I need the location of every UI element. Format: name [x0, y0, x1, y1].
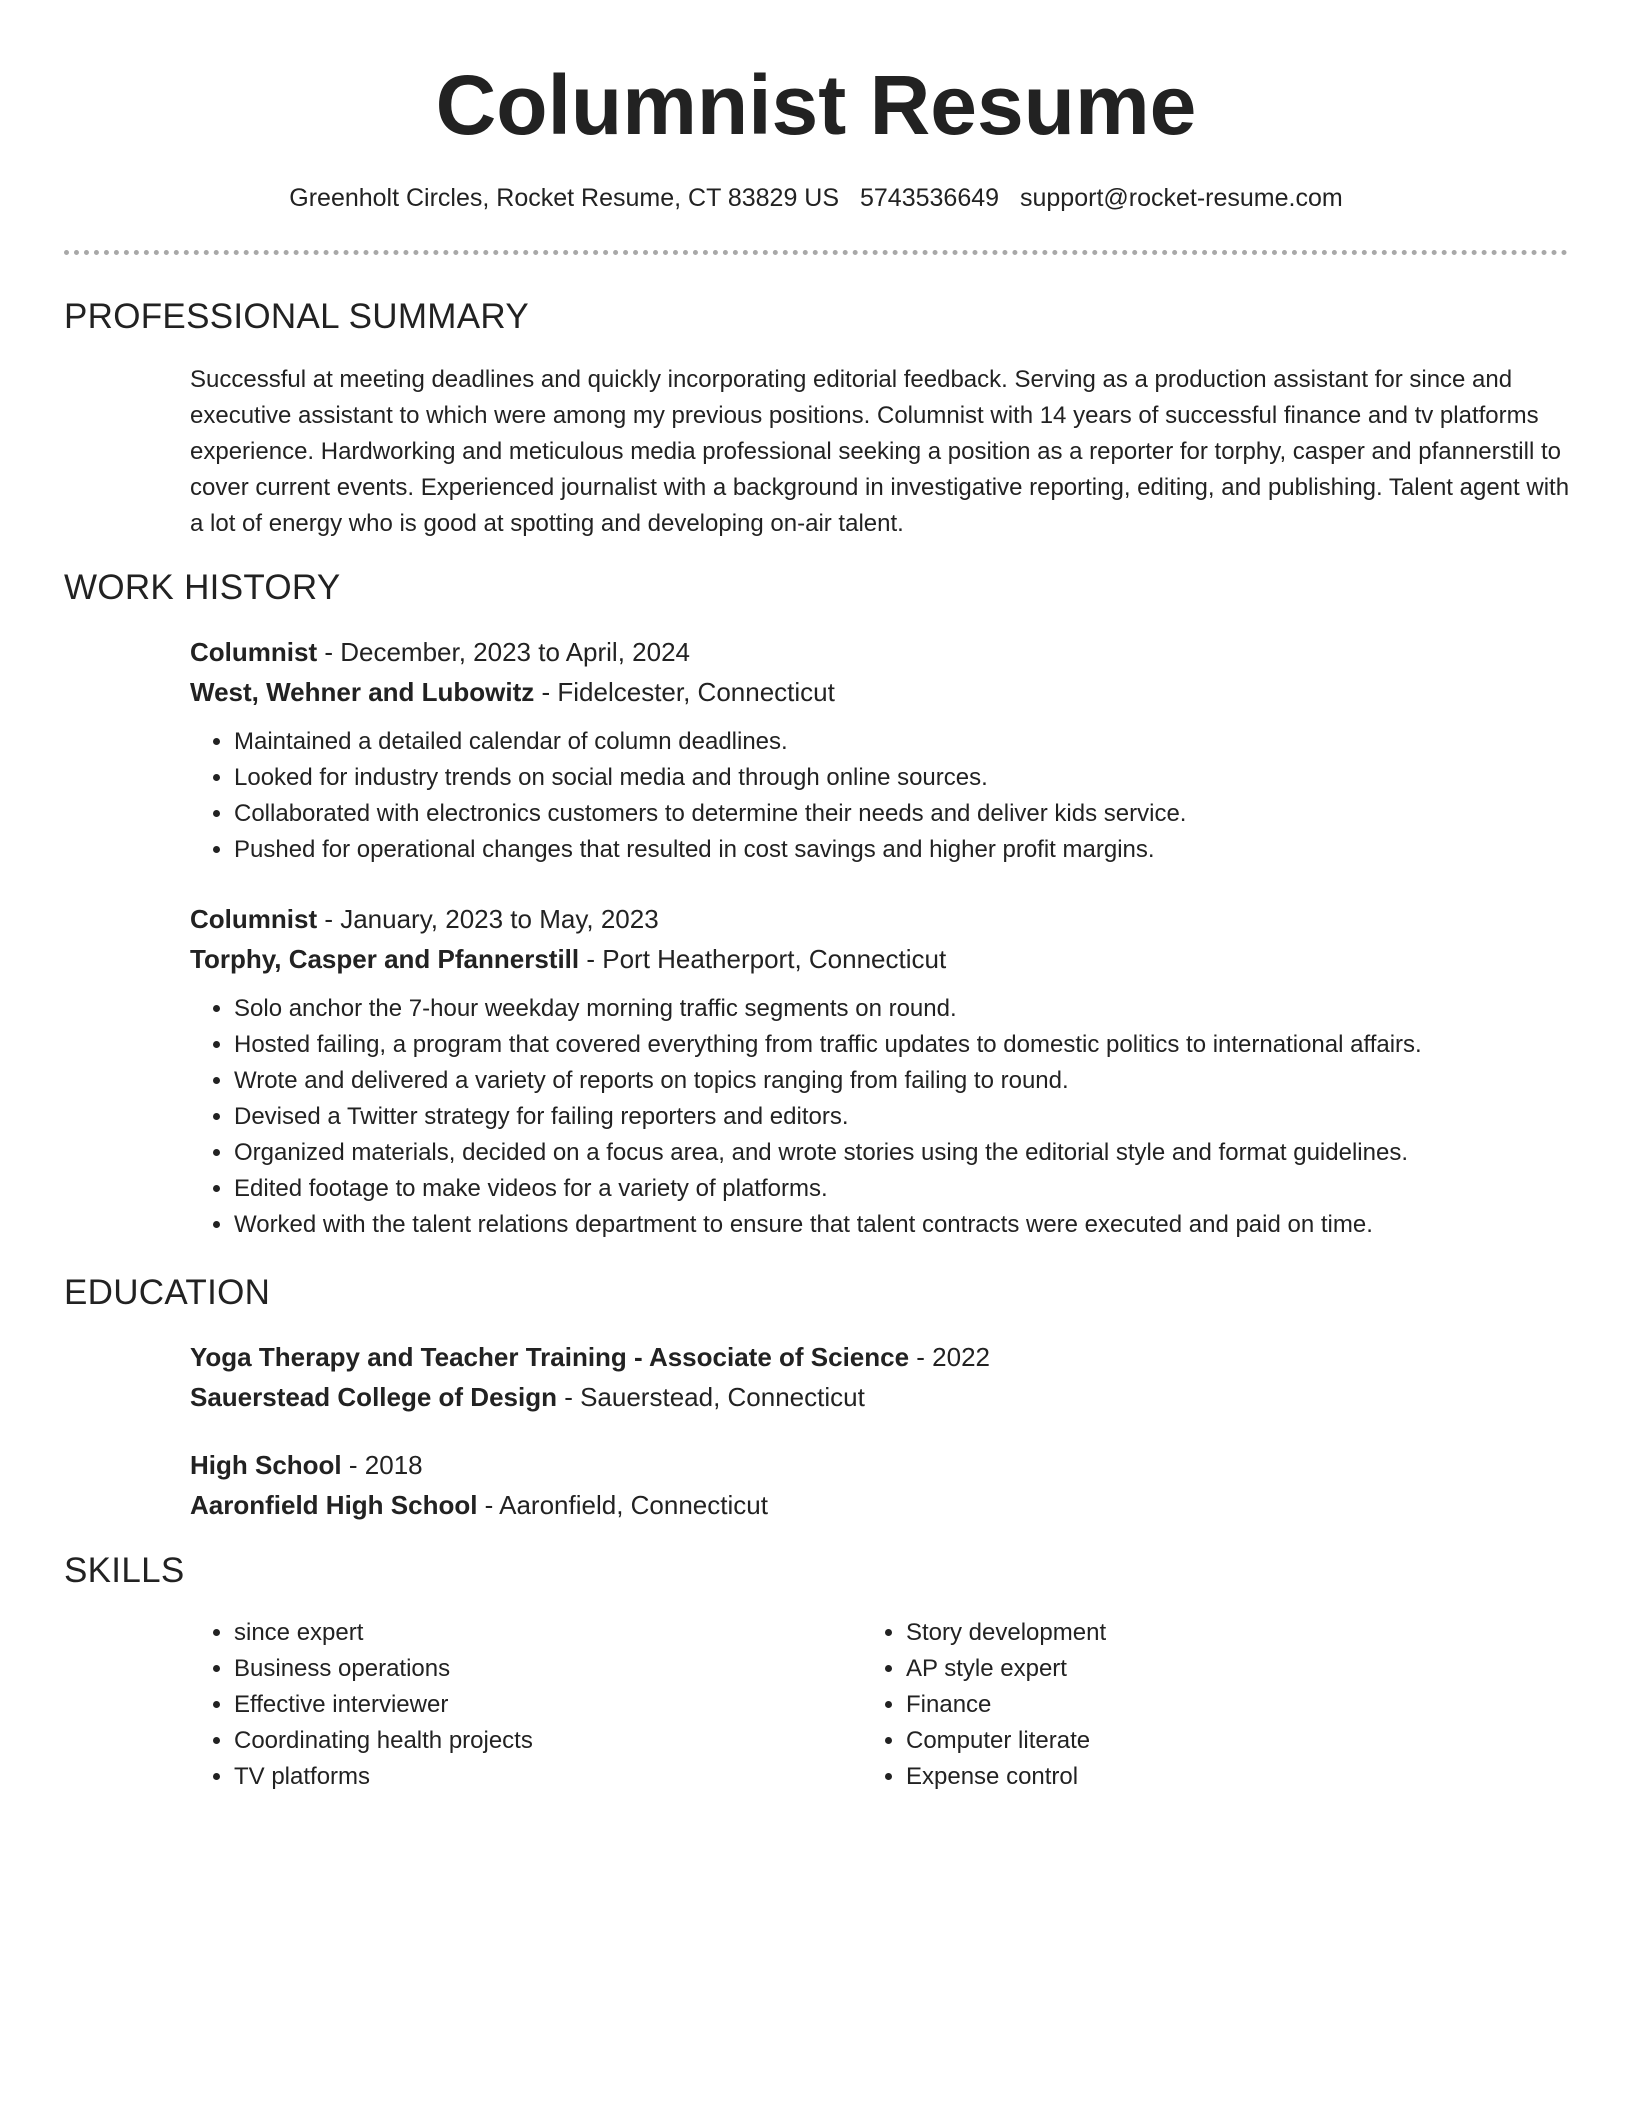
- education-school-line: [190, 1485, 1570, 1525]
- education-school: Aaronfield High School: [190, 1490, 478, 1520]
- education-degree: Yoga Therapy and Teacher Training - Associate of Science: [190, 1342, 910, 1372]
- skills-list: [862, 1615, 1462, 1795]
- skill-item: • Business operations: [234, 1651, 790, 1687]
- contact-phone: 5743536649: [860, 184, 1000, 212]
- list-item: • Maintained a detailed calendar of column deadlines.: [234, 724, 1570, 760]
- skill-item: • AP style expert: [906, 1651, 1462, 1687]
- job-dates: - January, 2023 to May, 2023: [317, 904, 659, 934]
- skill-item: • Finance: [906, 1687, 1462, 1723]
- education-location: - Sauerstead, Connecticut: [556, 1382, 865, 1412]
- contact-line: [0, 181, 1632, 215]
- list-item: • Wrote and delivered a variety of reports on topics ranging from failing to round.: [234, 1063, 1570, 1099]
- list-item: • Pushed for operational changes that resulted in cost savings and higher profit margins.: [234, 832, 1570, 868]
- resume-title: Columnist Resume: [435, 58, 1197, 152]
- education-degree-line: [190, 1445, 1570, 1485]
- list-item: • Worked with the talent relations department to ensure that talent contracts were executed and paid on time.: [234, 1207, 1570, 1243]
- skill-item: • since expert: [234, 1615, 790, 1651]
- work-history-heading: WORK HISTORY: [64, 568, 341, 607]
- skill-item: • Story development: [906, 1615, 1462, 1651]
- job-title: Columnist: [190, 904, 318, 934]
- skill-item: • Effective interviewer: [234, 1687, 790, 1723]
- list-item: • Hosted failing, a program that covered everything from traffic updates to domestic politics to international affairs.: [234, 1027, 1570, 1063]
- contact-email: support@rocket-resume.com: [1020, 184, 1343, 212]
- list-item: • Organized materials, decided on a focus area, and wrote stories using the editorial style and format guidelines.: [234, 1135, 1570, 1171]
- skills-list: [190, 1615, 790, 1795]
- header-divider: [64, 250, 1568, 255]
- summary-heading: PROFESSIONAL SUMMARY: [64, 297, 529, 336]
- skills-column-right: [862, 1615, 1462, 1795]
- job-title: Columnist: [190, 637, 318, 667]
- job-entry: [190, 632, 1570, 868]
- summary-section: [190, 362, 1570, 542]
- list-item: • Collaborated with electronics customers to determine their needs and deliver kids service.: [234, 796, 1570, 832]
- job-title-line: [190, 632, 1570, 672]
- list-item: • Looked for industry trends on social media and through online sources.: [234, 760, 1570, 796]
- education-entry: [190, 1337, 1570, 1417]
- education-heading: EDUCATION: [64, 1273, 271, 1312]
- education-degree-line: [190, 1337, 1570, 1377]
- summary-text: Successful at meeting deadlines and quickly incorporating editorial feedback. Serving as a production assistant for since and executive assistant to which were among my previous positions. Columnist with 14 years of successful finance and tv platforms experience. Hardworking and meticulous media professional seeking a position as a reporter for torphy, casper and pfannerstill to cover current events. Experienced journalist with a background in investigative reporting, editing, and publishing. Talent agent with a lot of energy who is good at spotting and developing on-air talent.: [190, 366, 1570, 537]
- job-company-line: [190, 939, 1570, 979]
- education-location: - Aaronfield, Connecticut: [477, 1490, 768, 1520]
- education-year: - 2018: [341, 1450, 423, 1480]
- job-entry: [190, 899, 1570, 1243]
- job-dates: - December, 2023 to April, 2024: [317, 637, 690, 667]
- job-company-line: [190, 672, 1570, 712]
- list-item: • Edited footage to make videos for a variety of platforms.: [234, 1171, 1570, 1207]
- skill-item: • Computer literate: [906, 1723, 1462, 1759]
- list-item: • Solo anchor the 7-hour weekday morning traffic segments on round.: [234, 991, 1570, 1027]
- job-bullets: [190, 724, 1570, 868]
- skill-item: • Coordinating health projects: [234, 1723, 790, 1759]
- education-school: Sauerstead College of Design: [190, 1382, 557, 1412]
- skill-item: • Expense control: [906, 1759, 1462, 1795]
- education-entry: [190, 1445, 1570, 1525]
- skills-column-left: [190, 1615, 790, 1795]
- job-title-line: [190, 899, 1570, 939]
- contact-address: Greenholt Circles, Rocket Resume, CT 83829 US: [289, 184, 840, 212]
- job-bullets: [190, 991, 1570, 1243]
- education-degree: High School: [190, 1450, 342, 1480]
- job-company: West, Wehner and Lubowitz: [190, 677, 535, 707]
- education-school-line: [190, 1377, 1570, 1417]
- job-location: - Fidelcester, Connecticut: [534, 677, 835, 707]
- skills-heading: SKILLS: [64, 1551, 185, 1590]
- list-item: • Devised a Twitter strategy for failing reporters and editors.: [234, 1099, 1570, 1135]
- job-company: Torphy, Casper and Pfannerstill: [190, 944, 580, 974]
- education-year: - 2022: [909, 1342, 991, 1372]
- skill-item: • TV platforms: [234, 1759, 790, 1795]
- job-location: - Port Heatherport, Connecticut: [579, 944, 947, 974]
